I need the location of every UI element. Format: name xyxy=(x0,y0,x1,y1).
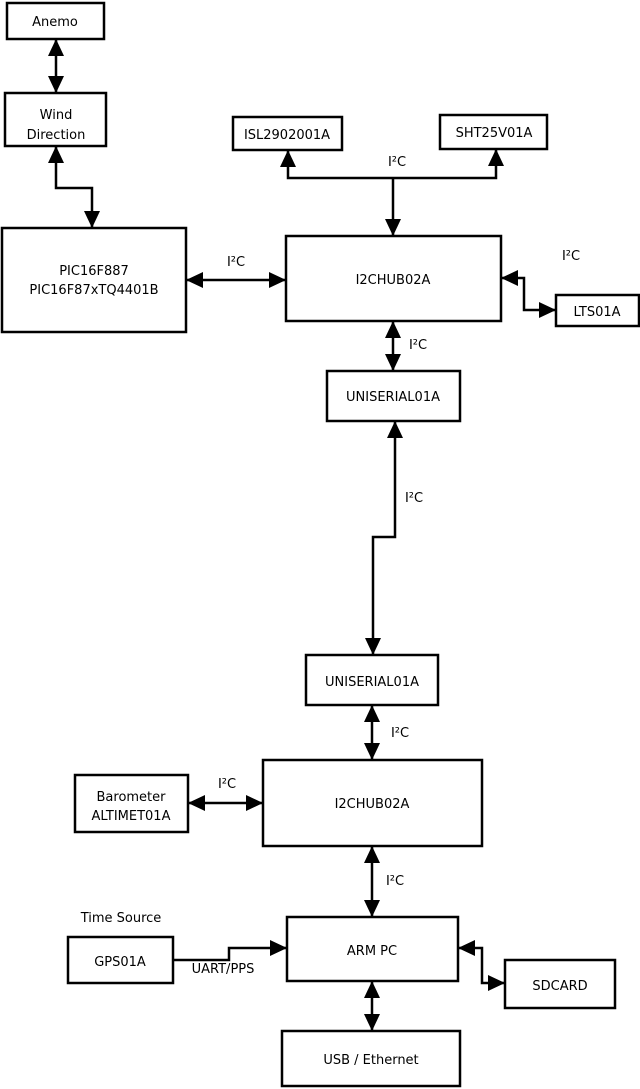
node-usb-ethernet-label: USB / Ethernet xyxy=(323,1053,419,1068)
label-time-source: Time Source xyxy=(80,911,162,926)
node-i2chub02a-bottom-label: I2CHUB02A xyxy=(334,797,410,812)
label-i2c-pic-hub: I²C xyxy=(226,255,246,270)
node-wind-direction xyxy=(5,93,106,146)
node-pic16f887 xyxy=(2,228,186,332)
label-i2c-hub-lts: I²C xyxy=(561,249,581,264)
node-isl2902001a xyxy=(233,117,342,150)
node-sht25v01a xyxy=(440,115,547,149)
node-barometer-altimet01a xyxy=(75,775,188,832)
node-wind-direction-label-line1: Wind xyxy=(39,108,73,123)
label-i2c-hub2-armpc: I²C xyxy=(385,874,405,889)
node-gps01a xyxy=(68,937,173,983)
edge-uniserialtop-uniserialbottom xyxy=(373,421,395,655)
label-i2c-barometer-hub2: I²C xyxy=(217,777,237,792)
node-uniserial01a-bottom xyxy=(306,655,438,705)
edge-winddirection-pic xyxy=(56,146,92,228)
node-i2chub02a-bottom xyxy=(263,760,482,846)
edge-i2chubtop-lts xyxy=(501,278,556,310)
label-i2c-hub-uniserial: I²C xyxy=(408,338,428,353)
node-sdcard-label: SDCARD xyxy=(532,979,588,994)
node-arm-pc-label: ARM PC xyxy=(346,944,398,959)
node-isl2902001a-label: ISL2902001A xyxy=(243,128,331,143)
node-uniserial01a-top xyxy=(327,371,460,421)
node-barometer-label-line2: ALTIMET01A xyxy=(91,809,171,824)
node-lts01a-label: LTS01A xyxy=(573,305,621,320)
node-i2chub02a-top-label: I2CHUB02A xyxy=(355,273,431,288)
node-i2chub02a-top xyxy=(286,236,501,321)
label-i2c-uniserial-hub2: I²C xyxy=(390,726,410,741)
node-arm-pc xyxy=(287,917,458,981)
label-i2c-uniserial-link: I²C xyxy=(404,491,424,506)
node-gps01a-label: GPS01A xyxy=(94,955,146,970)
node-sht25v01a-label: SHT25V01A xyxy=(455,126,533,141)
node-barometer-label-line1: Barometer xyxy=(96,790,166,805)
node-anemo xyxy=(7,3,104,39)
edge-armpc-sdcard xyxy=(458,948,505,983)
node-pic16f887-box xyxy=(2,228,186,332)
node-usb-ethernet xyxy=(282,1031,460,1086)
edge-gps-armpc xyxy=(173,948,287,960)
label-i2c-hub-sensors: I²C xyxy=(387,155,407,170)
node-pic16f887-label-line2: PIC16F87xTQ4401B xyxy=(29,283,159,298)
node-uniserial01a-top-label: UNISERIAL01A xyxy=(346,390,440,405)
node-uniserial01a-bottom-label: UNISERIAL01A xyxy=(325,675,419,690)
node-lts01a xyxy=(556,295,639,326)
node-pic16f887-label-line1: PIC16F887 xyxy=(59,264,129,279)
node-sdcard xyxy=(505,960,615,1008)
label-uart-pps: UART/PPS xyxy=(191,962,255,977)
node-anemo-label: Anemo xyxy=(32,15,78,30)
node-wind-direction-label-line2: Direction xyxy=(26,128,86,143)
